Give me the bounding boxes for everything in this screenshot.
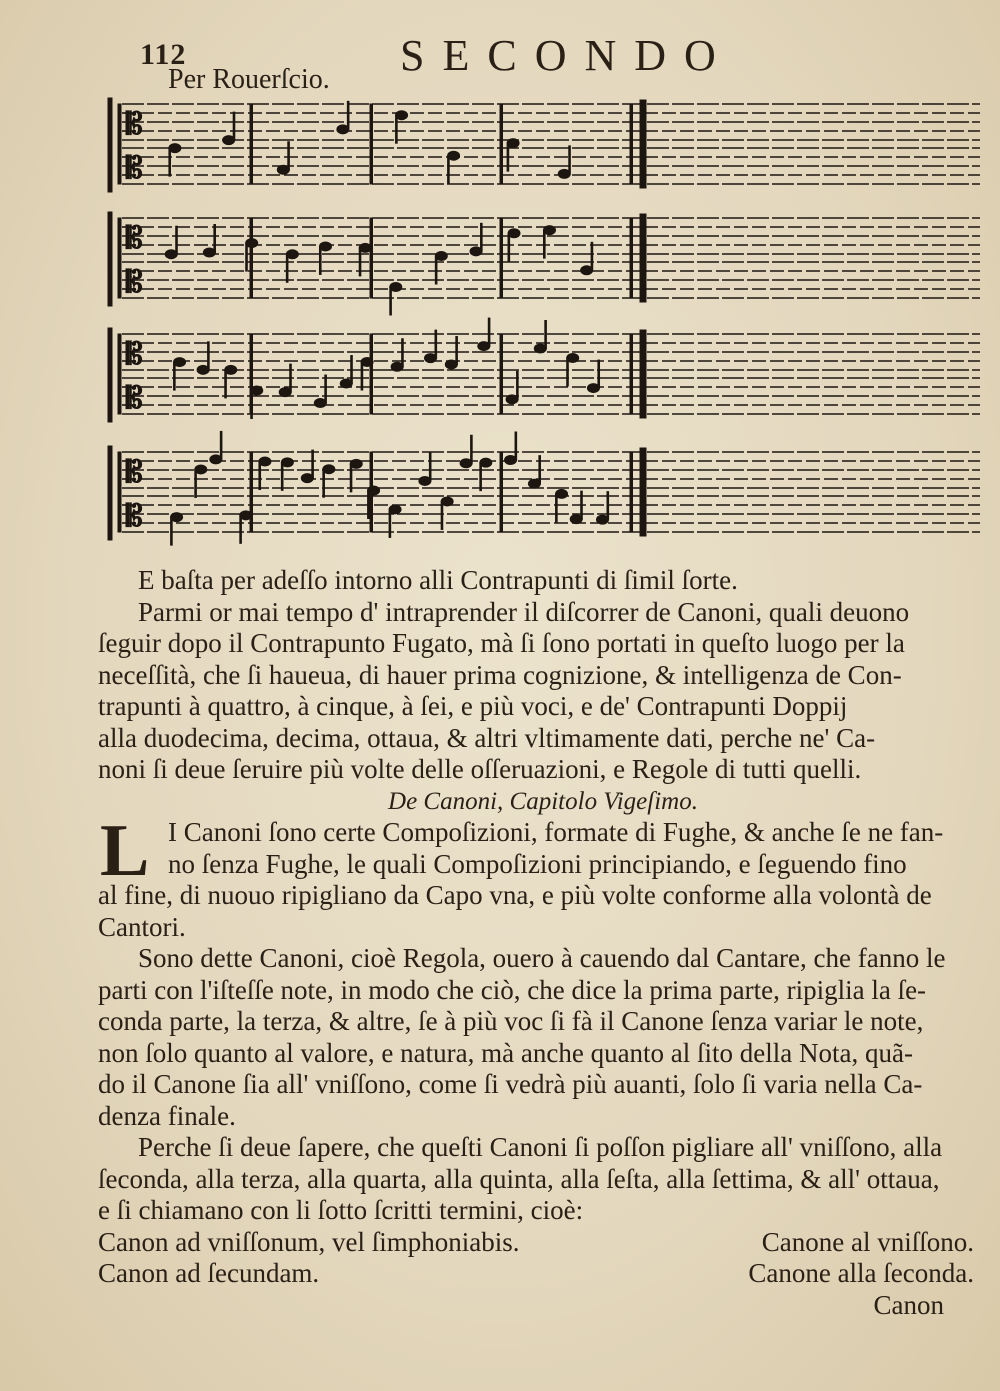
note-stem — [214, 225, 216, 253]
music-notation-systems — [100, 90, 990, 560]
note-stem — [351, 356, 353, 384]
canon-term-latin: Canon ad ſecundam. — [98, 1258, 320, 1288]
note-stem — [545, 321, 547, 349]
page-number: 112 — [140, 38, 187, 71]
note-stem — [251, 391, 253, 419]
measure-barline — [370, 218, 373, 298]
system-bracket — [108, 98, 112, 192]
text-block — [98, 565, 988, 1321]
note-stem — [368, 491, 370, 519]
section-label: Per Rouerſcio. — [168, 64, 330, 95]
note-stem — [481, 223, 483, 251]
system-bracket — [108, 328, 112, 422]
note-stem — [396, 115, 398, 143]
paragraph-line: Cantori. — [98, 911, 186, 942]
paragraph-line: denza finale. — [98, 1100, 236, 1131]
note-stem — [290, 364, 292, 392]
canon-term-row — [98, 1258, 988, 1290]
canon-term-latin: Canon ad vniſſonum, vel ſimphoniabis. — [98, 1226, 520, 1257]
paragraph-line: e ſi chiamano con li ſotto ſcritti termini, cioè: — [98, 1195, 584, 1225]
note-stem — [402, 339, 404, 367]
note-stem — [390, 287, 392, 315]
note-stem — [225, 370, 227, 398]
double-barline — [640, 214, 646, 302]
clef-icon: 𝄡 — [126, 151, 143, 186]
note-stem — [488, 318, 490, 346]
note-stem — [323, 469, 325, 497]
note-stem — [544, 230, 546, 258]
paragraph-line: alla duodecima, decima, ottaua, & altri vltimamente dati, perche ne' Ca- — [98, 722, 876, 753]
system-barline — [118, 334, 121, 414]
note-stem — [448, 156, 450, 184]
note-stem — [281, 462, 283, 490]
paragraph-line: Perche ſi deue ſapere, che queſti Canoni ſi poſſon pigliare all' vniſſono, alla — [138, 1132, 943, 1162]
note-stem — [567, 358, 569, 386]
note-stem — [347, 101, 349, 129]
system-barline — [118, 104, 121, 184]
double-barline — [640, 448, 646, 536]
note-stem — [598, 360, 600, 388]
note-stem — [286, 254, 288, 282]
note-stem — [312, 450, 314, 478]
measure-barline — [630, 334, 633, 414]
note-stem — [359, 248, 361, 276]
paragraph-line: trapunti à quattro, à cinque, à ſei, e più voci, e de' Contrapunti Doppij — [98, 691, 848, 721]
note-stem — [350, 464, 352, 492]
running-title: SECONDO — [400, 31, 734, 80]
note-stem — [480, 463, 482, 491]
note-stem — [517, 371, 519, 399]
paragraph-line: do il Canone ſia all' vniſſono, come ſi vedrà più auanti, ſolo ſi varia nella Ca- — [98, 1069, 923, 1099]
paragraph-line: neceſſità, che ſi haueua, di hauer prima cognizione, & intelligenza de Con- — [98, 659, 902, 690]
note-stem — [581, 491, 583, 519]
paragraph-closing: E baſta per adeſſo intorno alli Contrapunti di ſimil ſorte. — [138, 565, 738, 595]
measure-barline — [250, 452, 253, 532]
note-stem — [325, 375, 327, 403]
chapter-opening — [98, 810, 988, 943]
note-stem — [246, 243, 248, 271]
clef-icon: 𝄡 — [126, 265, 143, 300]
measure-barline — [630, 104, 633, 184]
note-stem — [429, 453, 431, 481]
paragraph-line: ſeconda, alla terza, alla quarta, alla quinta, alla ſeſta, alla ſettima, & all' ottaua, — [98, 1163, 940, 1194]
paragraph-line: no ſenza Fughe, le quali Compoſizioni principiando, e ſeguendo fino — [168, 848, 907, 879]
measure-barline — [370, 334, 373, 414]
note-stem — [556, 494, 558, 522]
clef-icon: 𝄡 — [126, 499, 143, 534]
note-stem — [471, 435, 473, 463]
double-barline — [640, 100, 646, 188]
canon-term-row — [98, 1227, 988, 1259]
note-stem — [220, 431, 222, 459]
measure-barline — [500, 218, 503, 298]
note-stem — [240, 515, 242, 543]
paragraph-line: I Canoni ſono certe Compoſizioni, formate di Fughe, & anche ſe ne fan- — [168, 817, 944, 847]
note-stem — [208, 342, 210, 370]
note-stem — [591, 242, 593, 270]
paragraph-line: al fine, di nuouo ripigliano da Capo vna, e più volte conforme alla volontà de — [98, 880, 932, 910]
note-stem — [607, 492, 609, 520]
note-stem — [176, 226, 178, 254]
catchword: Canon — [873, 1289, 944, 1320]
clef-icon: 𝄡 — [126, 455, 143, 490]
note-stem — [456, 336, 458, 364]
note-stem — [319, 246, 321, 274]
drop-capital: L — [100, 810, 150, 892]
note-stem — [539, 456, 541, 484]
clef-icon: 𝄡 — [126, 381, 143, 416]
note-stem — [435, 256, 437, 284]
staff-systems — [108, 98, 980, 545]
measure-barline — [630, 218, 633, 298]
canon-term-italian: Canone alla ſeconda. — [748, 1258, 974, 1288]
measure-barline — [630, 452, 633, 532]
paragraph-line: non ſolo quanto al valore, e natura, mà anche quanto al ſito della Nota, quã- — [98, 1037, 913, 1068]
note-stem — [259, 462, 261, 490]
clef-icon: 𝄡 — [126, 221, 143, 256]
measure-barline — [370, 104, 373, 184]
system-bracket — [108, 212, 112, 306]
note-stem — [169, 148, 171, 176]
system-barline — [118, 218, 121, 298]
clef-icon: 𝄡 — [126, 107, 143, 142]
measure-barline — [250, 218, 253, 298]
note-stem — [389, 509, 391, 537]
canon-term-italian: Canone al vniſſono. — [761, 1226, 974, 1257]
note-stem — [233, 112, 235, 140]
note-stem — [515, 432, 517, 460]
paragraph-line: Parmi or mai tempo d' intraprender il diſcorrer de Canoni, quali deuono — [138, 596, 910, 627]
note-stem — [435, 330, 437, 358]
system-bracket — [108, 446, 112, 540]
measure-barline — [500, 334, 503, 414]
clef-icon: 𝄡 — [126, 337, 143, 372]
note-stem — [569, 146, 571, 174]
paragraph-line: parti con l'iſteſſe note, in modo che ciò, che dice la prima parte, ripiglia la ſe- — [98, 974, 927, 1005]
note-stem — [174, 362, 176, 390]
paragraph-line: conda parte, la terza, & altre, ſe à più voc ſi fà il Canone ſenza variar le note, — [98, 1006, 924, 1036]
measure-barline — [250, 104, 253, 184]
paragraph-line: ſeguir dopo il Contrapunto Fugato, mà ſi ſono portati in queſto luogo per la — [98, 628, 905, 658]
note-stem — [288, 142, 290, 170]
chapter-heading: De Canoni, Capitolo Vigeſimo. — [388, 787, 698, 815]
note-stem — [195, 469, 197, 497]
note-stem — [508, 233, 510, 261]
measure-barline — [500, 104, 503, 184]
paragraph-line: Sono dette Canoni, cioè Regola, ouero à cauendo dal Cantare, che fanno le — [138, 943, 946, 973]
note-stem — [441, 501, 443, 529]
note-stem — [361, 362, 363, 390]
system-barline — [118, 452, 121, 532]
paragraph-line: noni ſi deue ſeruire più volte delle oſſeruazioni, e Regole di tutti quelli. — [98, 754, 862, 784]
note-stem — [507, 143, 509, 171]
measure-barline — [500, 452, 503, 532]
note-stem — [171, 517, 173, 545]
double-barline — [640, 330, 646, 418]
